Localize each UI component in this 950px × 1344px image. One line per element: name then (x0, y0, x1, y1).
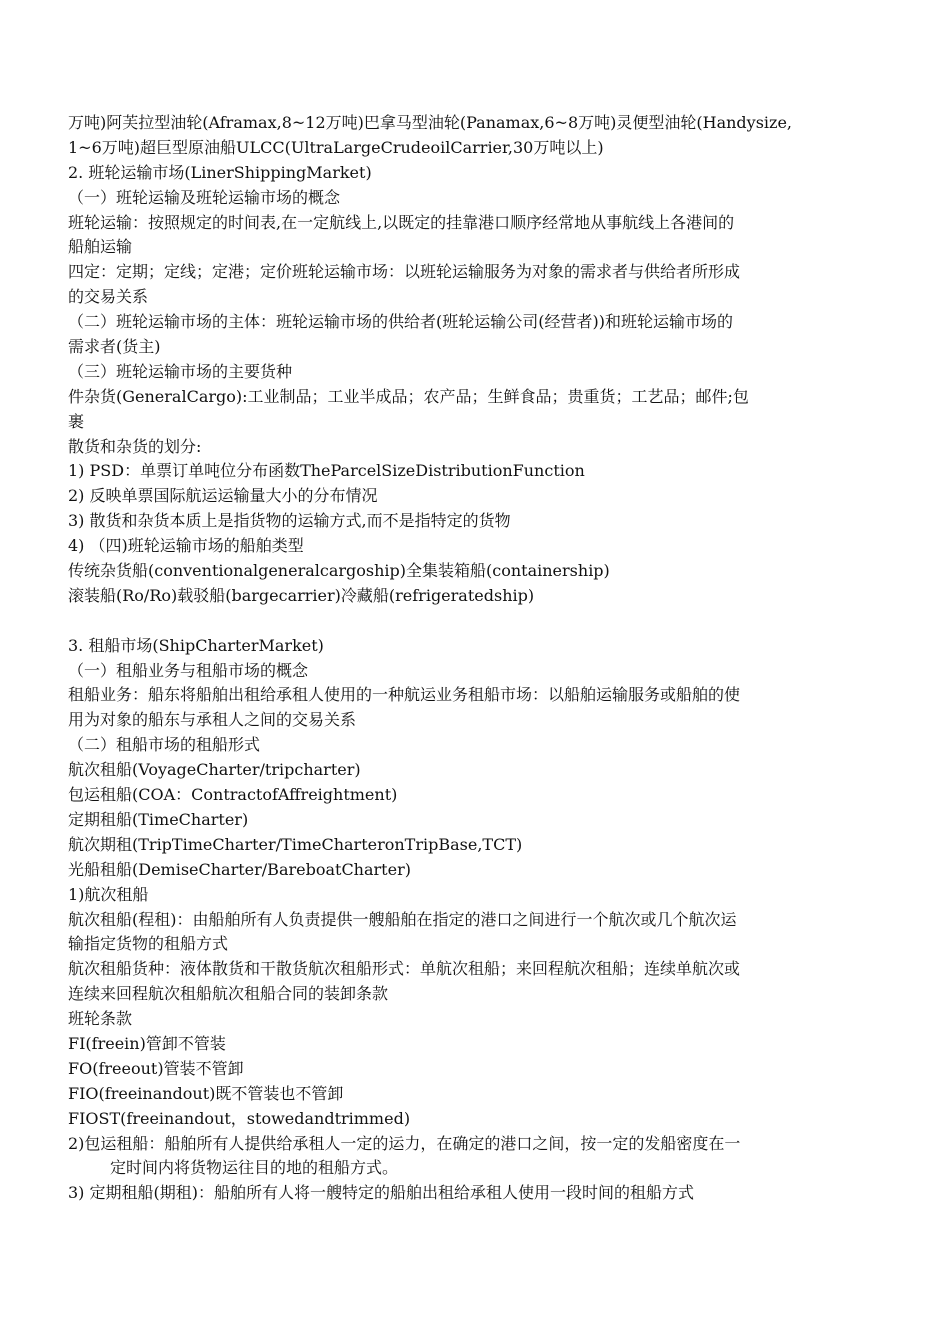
text-line: 传统杂货船(conventionalgeneralcargoship)全集装箱船(containership) (68, 561, 610, 581)
text-line: 航次租船货种：液体散货和干散货航次租船形式：单航次租船；来回程航次租船；连续单航次或 (68, 959, 741, 979)
text-line: 输指定货物的租船方式 (68, 934, 229, 954)
text-line: FI(freein)管卸不管装 (68, 1033, 226, 1053)
section-heading: 2. 班轮运输市场(LinerShippingMarket) (68, 162, 372, 182)
text-line: FIOST(freeinandout，stowedandtrimmed) (68, 1108, 411, 1128)
text-line: 班轮条款 (68, 1009, 133, 1029)
subsection-heading: （二）班轮运输市场的主体：班轮运输市场的供给者(班轮运输公司(经营者))和班轮运输市场的 (68, 312, 733, 332)
text-line: 航次期租(TripTimeCharter/TimeCharteronTripBase,TCT) (68, 834, 523, 854)
text-line: FO(freeout)管装不管卸 (68, 1058, 244, 1078)
text-line: 用为对象的船东与承租人之间的交易关系 (68, 710, 357, 730)
text-line: 包运租船(COA：ContractofAffreightment) (68, 785, 398, 805)
text-line: 四定：定期；定线；定港；定价班轮运输市场：以班轮运输服务为对象的需求者与供给者所形成 (68, 262, 741, 282)
text-line: 万吨)阿芙拉型油轮(Aframax,8~12万吨)巴拿马型油轮(Panamax,6~8万吨)灵便型油轮(Handysize, (68, 113, 793, 132)
text-line: 航次租船(VoyageCharter/tripcharter) (68, 760, 361, 780)
document-body (68, 111, 883, 1206)
text-line: 连续来回程航次租船航次租船合同的装卸条款 (68, 984, 389, 1004)
list-item-continuation: 定时间内将货物运往目的地的租船方式。 (110, 1158, 399, 1178)
text-line: 的交易关系 (68, 287, 149, 307)
list-item: 3) 散货和杂货本质上是指货物的运输方式,而不是指特定的货物 (68, 511, 511, 531)
text-line: 定期租船(TimeCharter) (68, 809, 249, 829)
text-line: 件杂货(GeneralCargo):工业制品；工业半成品；农产品；生鲜食品；贵重货；工艺品；邮件;包 (68, 386, 749, 406)
text-line: 裹 (68, 411, 85, 431)
list-item: 4) （四)班轮运输市场的船舶类型 (68, 536, 304, 556)
text-line: 船舶运输 (68, 237, 133, 257)
subsection-heading: （二）租船市场的租船形式 (68, 735, 261, 755)
subsection-heading: （一）租船业务与租船市场的概念 (68, 660, 309, 680)
subsection-heading: （三）班轮运输市场的主要货种 (68, 361, 293, 381)
list-item: 3) 定期租船(期租)：船舶所有人将一艘特定的船舶出租给承租人使用一段时间的租船方式 (68, 1183, 694, 1203)
list-item: 1)航次租船 (68, 884, 149, 904)
text-line: 需求者(货主) (68, 337, 161, 357)
text-line: 滚装船(Ro/Ro)载驳船(bargecarrier)冷藏船(refrigeratedship) (68, 585, 535, 605)
blank-line (68, 609, 883, 634)
list-item: 1) PSD：单票订单吨位分布函数TheParcelSizeDistributionFunction (68, 461, 585, 481)
list-item: 2)包运租船：船舶所有人提供给承租人一定的运力，在确定的港口之间，按一定的发船密度在一 (68, 1133, 741, 1153)
subsection-heading: （一）班轮运输及班轮运输市场的概念 (68, 187, 341, 207)
text-line: 租船业务：船东将船舶出租给承租人使用的一种航运业务租船市场：以船舶运输服务或船舶的使 (68, 685, 741, 705)
section-heading: 3. 租船市场(ShipCharterMarket) (68, 635, 324, 655)
text-line: 班轮运输：按照规定的时间表,在一定航线上,以既定的挂靠港口顺序经常地从事航线上各港间的 (68, 212, 735, 232)
text-line: 散货和杂货的划分: (68, 436, 202, 456)
text-line: 光船租船(DemiseCharter/BareboatCharter) (68, 859, 411, 879)
list-item: 2) 反映单票国际航运运输量大小的分布情况 (68, 486, 378, 506)
text-line: 1~6万吨)超巨型原油船ULCC(UltraLargeCrudeoilCarrier,30万吨以上) (68, 137, 604, 157)
text-line: 航次租船(程租)：由船舶所有人负责提供一艘船舶在指定的港口之间进行一个航次或几个航次运 (68, 909, 737, 929)
text-line: FIO(freeinandout)既不管装也不管卸 (68, 1083, 344, 1103)
